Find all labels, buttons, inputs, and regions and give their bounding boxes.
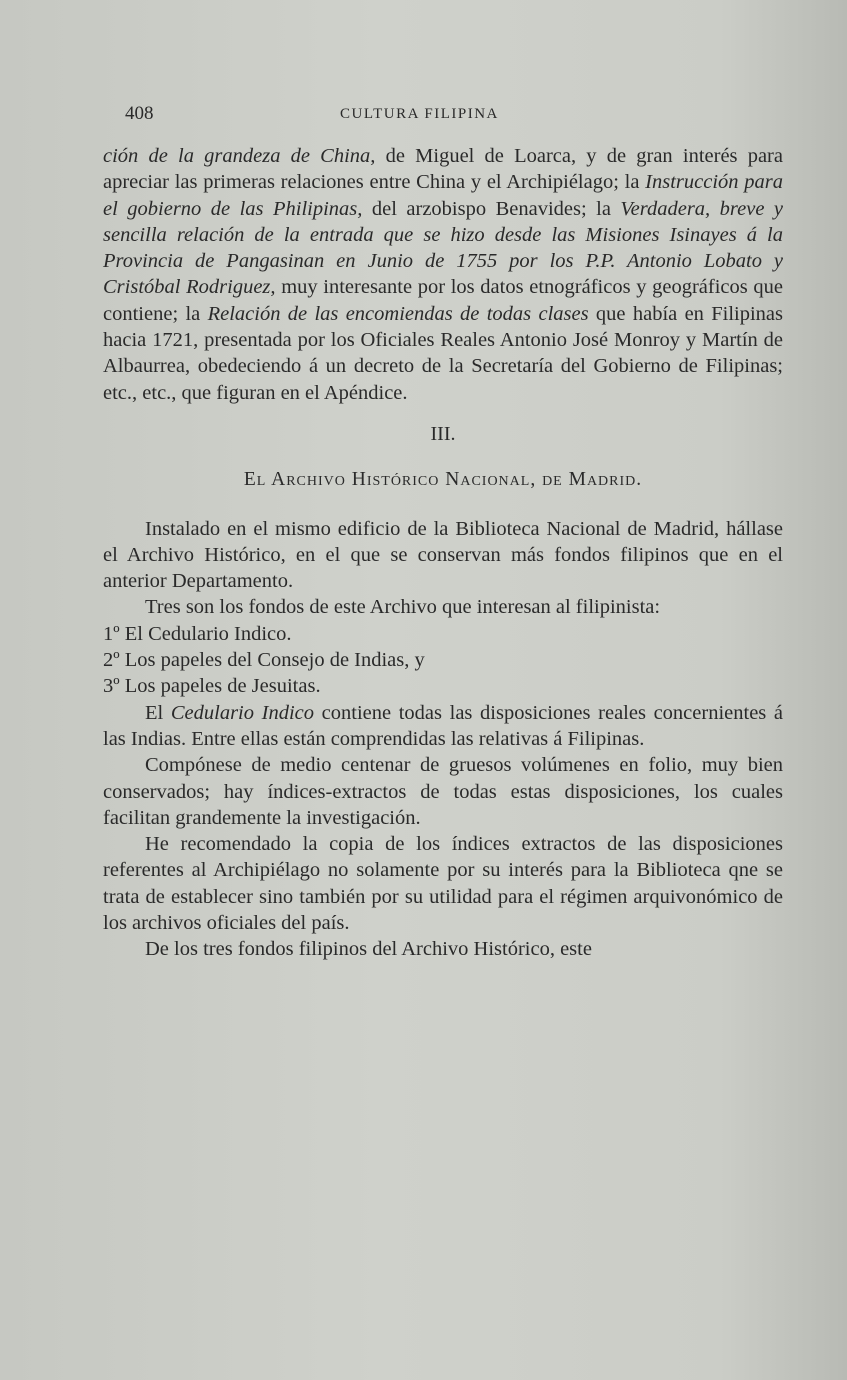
italic-title: Verdadera, breve y sencilla relación de la entrada que se hizo desde las Misiones Isinayes á la Provincia de Pangasinan en Junio de 1755 por los P.P. Antonio Lobato y Cristóbal Rodriguez,: [103, 197, 783, 299]
paragraph-continuation: [103, 143, 783, 406]
text-span: muy interesante por los datos etnográficos y geográficos que contiene; la: [103, 276, 783, 325]
page-number: 408: [125, 103, 154, 124]
italic-title: Relación de las encomiendas de todas clases: [207, 302, 589, 325]
body-text: [103, 143, 783, 963]
list-item: 3º Los papeles de Jesuitas.: [103, 675, 321, 698]
italic-title: Instrucción para el gobierno de las Philipinas,: [103, 171, 783, 220]
running-head: CULTURA FILIPINA: [340, 106, 499, 122]
text-span: contiene todas las disposiciones reales concernientes á las Indias. Entre ellas están comprendidas las relativas á Filipinas.: [103, 701, 783, 750]
section-title: El Archivo Histórico Nacional, de Madrid.: [243, 469, 643, 491]
italic-title: Cedulario Indico: [170, 701, 315, 724]
text-span: El: [145, 701, 171, 724]
section-number: III.: [430, 422, 456, 445]
paragraph: He recomendado la copia de los índices extractos de las disposiciones referentes al Archipiélago no solamente por su interés para la Biblioteca qne se trata de establecer sino también por su utilidad para el régimen arquivonómico de los archivos oficiales del país.: [103, 833, 783, 935]
page-header: [125, 103, 785, 129]
text-span: del arzobispo Benavides; la: [362, 197, 621, 220]
list-item: 1º El Cedulario Indico.: [103, 622, 292, 645]
paragraph: [103, 700, 783, 753]
paragraph: De los tres fondos filipinos del Archivo Histórico, este: [145, 938, 592, 961]
text-span: que había en Filipinas hacia 1721, presentada por los Oficiales Reales Antonio José Monroy y Martín de Albaurrea, obedeciendo á un decreto de la Secretaría del Gobierno de Filipinas; etc., etc., que figuran en el Apéndice.: [103, 302, 784, 404]
paragraph: Compónese de medio centenar de gruesos volúmenes en folio, muy bien conservados; hay índices-extractos de todas estas disposiciones, los cuales facilitan grandemente la investigación.: [103, 754, 783, 829]
list-item: 2º Los papeles del Consejo de Indias, y: [103, 649, 425, 672]
text-span: de Miguel de Loarca, y de gran interés para apreciar las primeras relaciones entre China y el Archipiélago; la: [103, 145, 783, 194]
italic-title: ción de la grandeza de China,: [103, 145, 376, 167]
paragraph: Tres son los fondos de este Archivo que interesan al filipinista:: [145, 596, 661, 619]
paragraph: Instalado en el mismo edificio de la Biblioteca Nacional de Madrid, hállase el Archivo Histórico, en el que se conservan más fondos filipinos que en el anterior Departamento.: [103, 517, 783, 593]
